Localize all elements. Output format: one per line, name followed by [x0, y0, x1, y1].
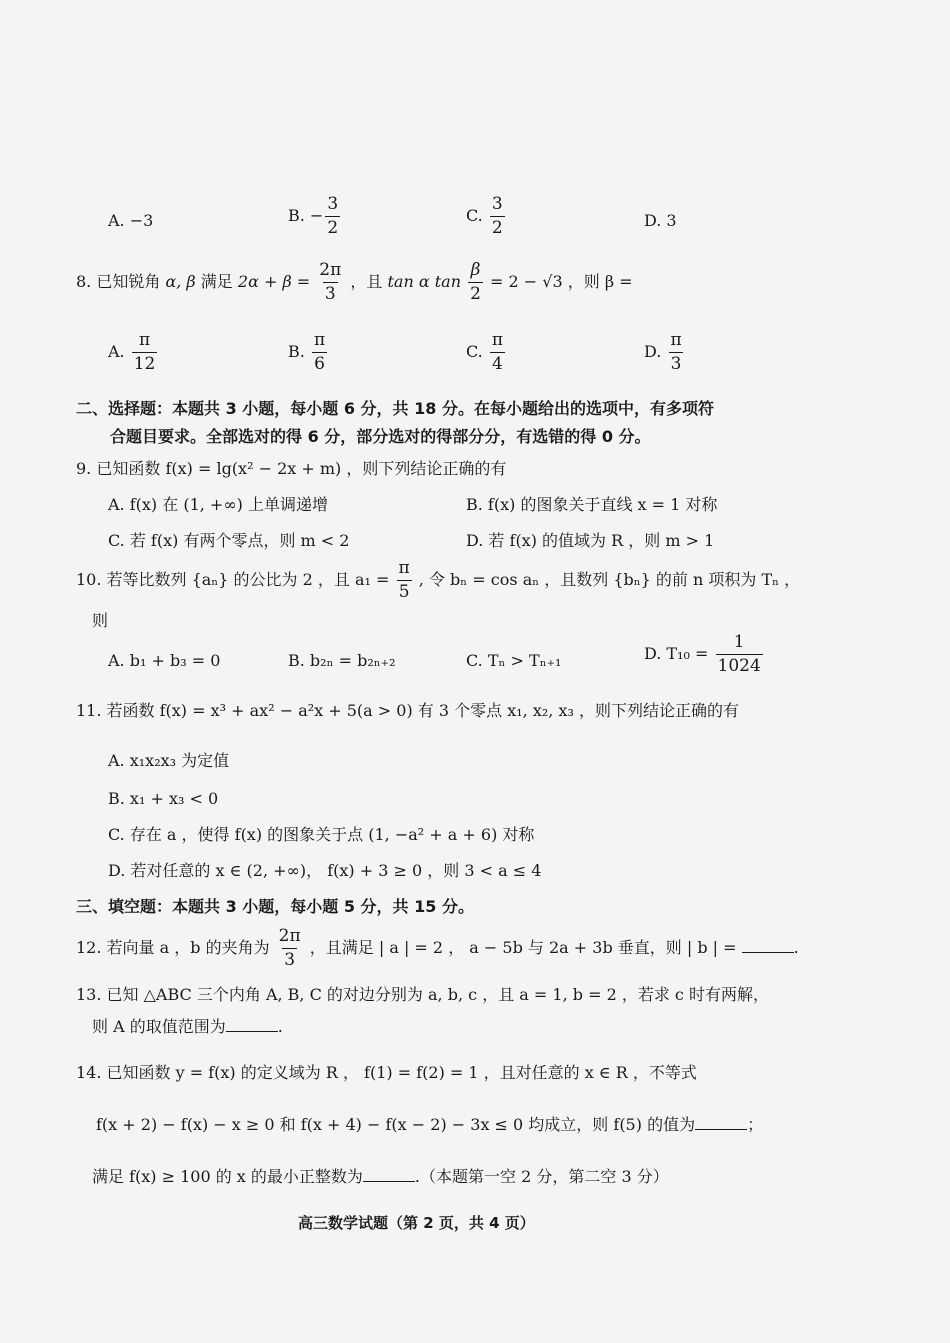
q14-answer-blank-2[interactable]	[363, 1167, 415, 1182]
q9-option-c: C. 若 f(x) 有两个零点，则 m < 2	[108, 531, 350, 550]
q11-option-a: A. x₁x₂x₃ 为定值	[108, 751, 230, 770]
q14-line1: 14. 已知函数 y = f(x) 的定义域为 R ， f(1) = f(2) = 1 ，且对任意的 x ∈ R ，不等式	[76, 1063, 697, 1082]
q10-option-c: C. Tₙ > Tₙ₊₁	[466, 651, 562, 670]
q8-stem: 8. 已知锐角 α, β 满足 2α + β = $\frac{2\pi}{3}$ ，且 tan α tan $\frac{\beta}{2}$ = 2 − √3 ，则 β =	[76, 260, 633, 304]
q10-option-b: B. b₂ₙ = b₂ₙ₊₂	[288, 651, 396, 670]
q14-answer-blank-1[interactable]	[695, 1115, 747, 1130]
q9-option-d: D. 若 f(x) 的值域为 R ，则 m > 1	[466, 531, 715, 550]
q12-answer-blank[interactable]	[742, 938, 794, 953]
q8-option-a: A. $\frac{\pi}{12}$	[108, 330, 156, 374]
q12-stem: 12. 若向量 a ，b 的夹角为 $\frac{2\pi}{3}$ ，且满足 | a | = 2 ， a − 5b 与 2a + 3b 垂直，则 | b | = .	[76, 926, 799, 970]
q7-option-c: C. $\frac{3}{2}$	[466, 194, 503, 238]
q14-line3: 满足 f(x) ≥ 100 的 x 的最小正整数为 .（本题第一空 2 分，第二空 3 分）	[92, 1167, 669, 1186]
q7-option-d: D. 3	[644, 211, 677, 230]
section-3-heading: 三、填空题：本题共 3 小题，每小题 5 分，共 15 分。	[76, 897, 474, 916]
q14-line2: f(x + 2) − f(x) − x ≥ 0 和 f(x + 4) − f(x − 2) − 3x ≤ 0 均成立，则 f(5) 的值为 ；	[96, 1115, 764, 1134]
section-2-rules: 合题目要求。全部选对的得 6 分，部分选对的得部分分，有选错的得 0 分。	[110, 427, 651, 446]
q13-answer-blank[interactable]	[226, 1017, 278, 1032]
section-2-heading: 二、选择题：本题共 3 小题，每小题 6 分，共 18 分。在每小题给出的选项中，有多项符	[76, 399, 714, 418]
q13-line2: 则 A 的取值范围为 .	[92, 1017, 283, 1036]
q8-option-d: D. $\frac{\pi}{3}$	[644, 330, 682, 374]
q11-stem: 11. 若函数 f(x) = x³ + ax² − a²x + 5(a > 0) 有 3 个零点 x₁, x₂, x₃ ，则下列结论正确的有	[76, 701, 739, 720]
q8-option-b: B. $\frac{\pi}{6}$	[288, 330, 326, 374]
q9-stem: 9. 已知函数 f(x) = lg(x² − 2x + m) ，则下列结论正确的有	[76, 459, 507, 478]
q10-stem: 10. 若等比数列 {aₙ} 的公比为 2 ，且 a₁ = $\frac{\pi}{5}$ , 令 bₙ = cos aₙ ，且数列 {bₙ} 的前 n 项积为 Tₙ ，	[76, 558, 801, 602]
q11-option-d: D. 若对任意的 x ∈ (2, +∞)， f(x) + 3 ≥ 0 ，则 3 < a ≤ 4	[108, 861, 542, 880]
q10-option-a: A. b₁ + b₃ = 0	[108, 651, 221, 670]
q9-option-b: B. f(x) 的图象关于直线 x = 1 对称	[466, 495, 718, 514]
q7-option-a: A. −3	[108, 211, 154, 230]
q9-option-a: A. f(x) 在 (1, +∞) 上单调递增	[108, 495, 328, 514]
q11-option-b: B. x₁ + x₃ < 0	[108, 789, 219, 808]
q8-option-c: C. $\frac{\pi}{4}$	[466, 330, 504, 374]
q11-option-c: C. 存在 a ，使得 f(x) 的图象关于点 (1, −a² + a + 6) 对称	[108, 825, 535, 844]
q10-stem-end: 则	[92, 611, 109, 630]
q7-option-b: B. − $\frac{3}{2}$	[288, 194, 339, 238]
q10-option-d: D. T₁₀ = $\frac{1}{1024}$	[644, 632, 761, 676]
q13-line1: 13. 已知 △ABC 三个内角 A, B, C 的对边分别为 a, b, c ，且 a = 1, b = 2 ，若求 c 时有两解，	[76, 985, 769, 1004]
page-footer: 高三数学试题（第 2 页，共 4 页）	[298, 1214, 535, 1232]
